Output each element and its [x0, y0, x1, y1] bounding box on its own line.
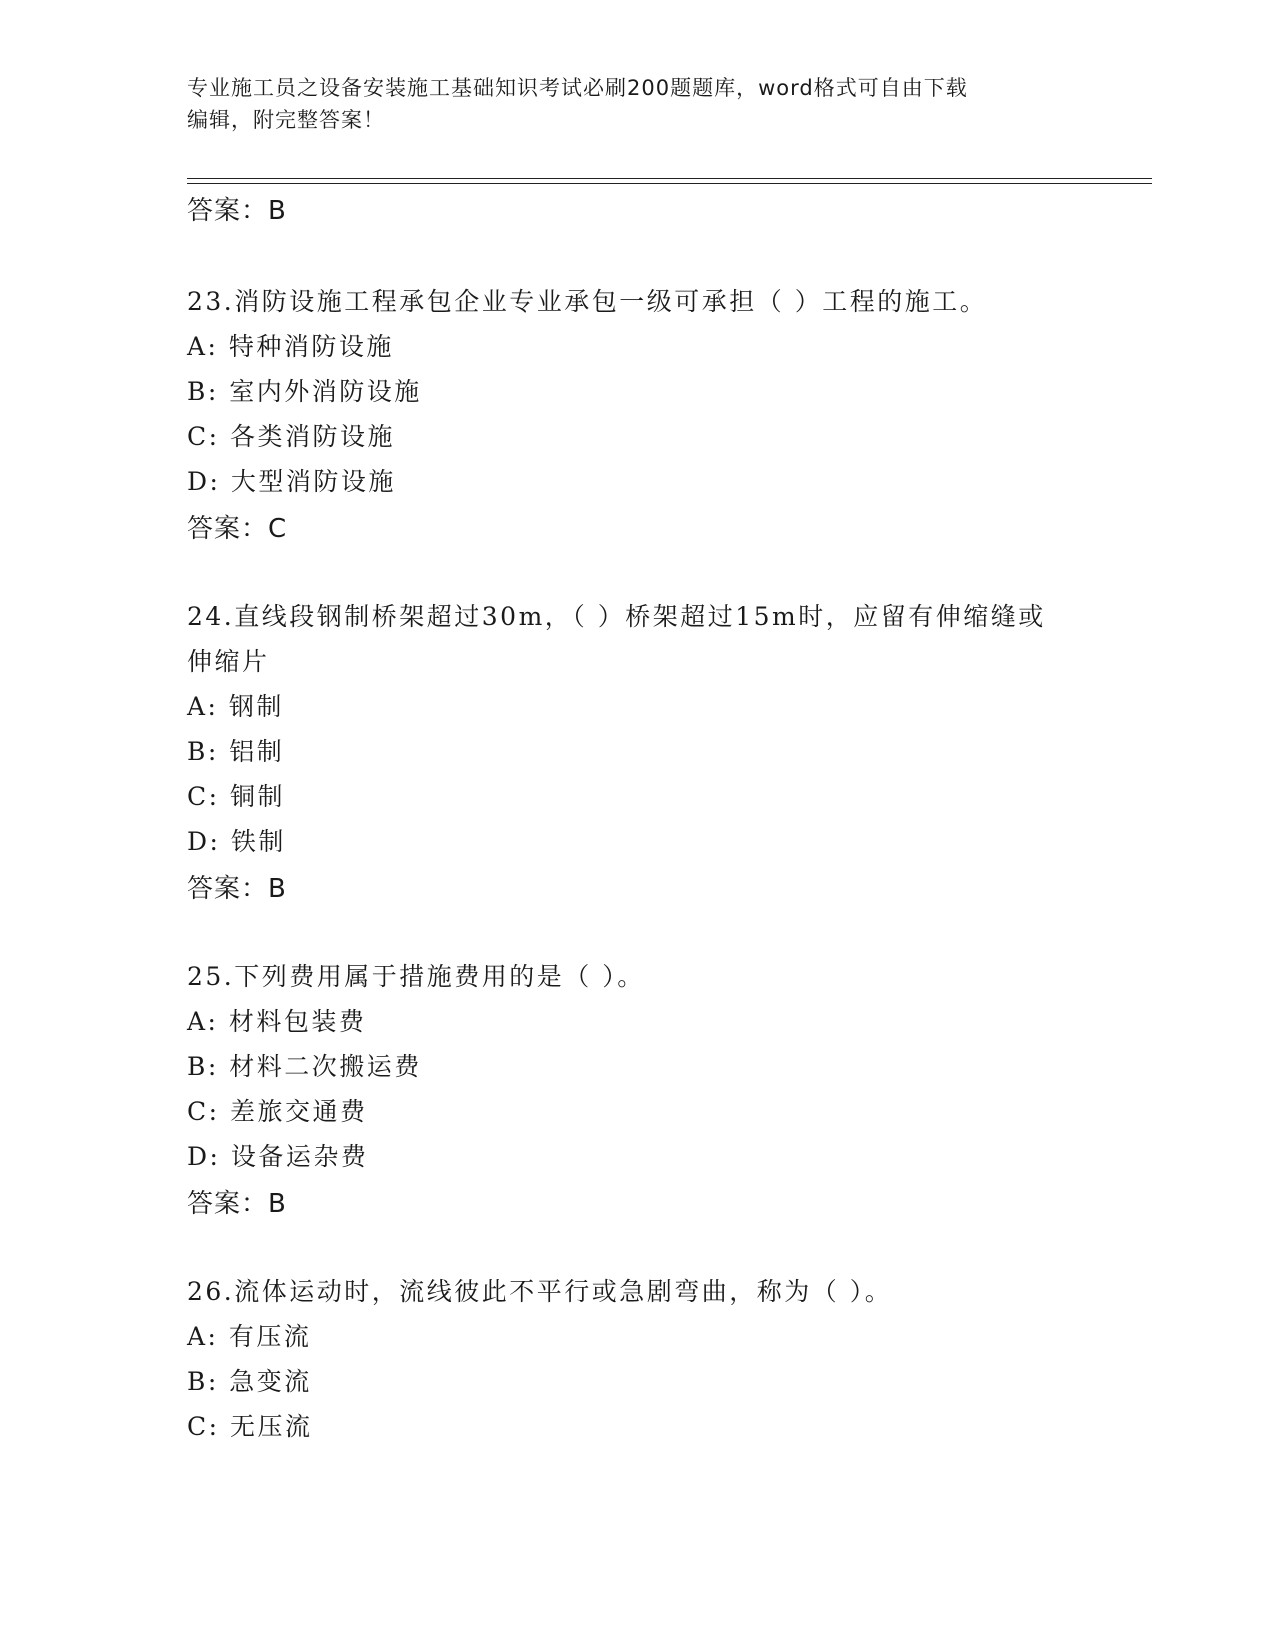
question-26-option-c: C: 无压流	[187, 1412, 313, 1441]
question-25-answer: 答案：B	[187, 1189, 287, 1219]
question-25-stem: 25.下列费用属于措施费用的是（ ）。	[187, 962, 645, 991]
answer-prev: 答案：B	[187, 196, 287, 226]
question-24-stem-line-1: 24.直线段钢制桥架超过30m，（ ）桥架超过15m时，应留有伸缩缝或	[187, 602, 1046, 631]
question-26-option-b: B: 急变流	[187, 1367, 312, 1396]
question-25-option-a: A: 材料包装费	[187, 1007, 367, 1036]
question-25-option-c: C: 差旅交通费	[187, 1097, 368, 1126]
question-26-stem: 26.流体运动时，流线彼此不平行或急剧弯曲，称为（ ）。	[187, 1277, 893, 1306]
question-23-option-b: B: 室内外消防设施	[187, 377, 422, 406]
question-24-option-b: B: 铝制	[187, 737, 285, 766]
question-24-answer: 答案：B	[187, 874, 287, 904]
question-26-option-a: A: 有压流	[187, 1322, 312, 1351]
question-23-option-a: A: 特种消防设施	[187, 332, 394, 361]
header-divider-bottom	[187, 183, 1152, 184]
question-23-option-d: D: 大型消防设施	[187, 467, 396, 496]
question-24-option-d: D: 铁制	[187, 827, 286, 856]
header-divider-top	[187, 178, 1152, 179]
question-25-option-d: D: 设备运杂费	[187, 1142, 369, 1171]
header-line-2: 编辑，附完整答案！	[187, 108, 385, 132]
question-25-option-b: B: 材料二次搬运费	[187, 1052, 422, 1081]
question-23-stem: 23.消防设施工程承包企业专业承包一级可承担（ ）工程的施工。	[187, 287, 988, 316]
question-24-option-a: A: 钢制	[187, 692, 284, 721]
question-23-option-c: C: 各类消防设施	[187, 422, 395, 451]
header-line-1: 专业施工员之设备安装施工基础知识考试必刷200题题库，word格式可自由下载	[187, 76, 968, 100]
question-23-answer: 答案：C	[187, 514, 288, 544]
question-24-stem-line-2: 伸缩片	[187, 647, 270, 676]
document-header	[187, 72, 1087, 136]
question-24-option-c: C: 铜制	[187, 782, 285, 811]
